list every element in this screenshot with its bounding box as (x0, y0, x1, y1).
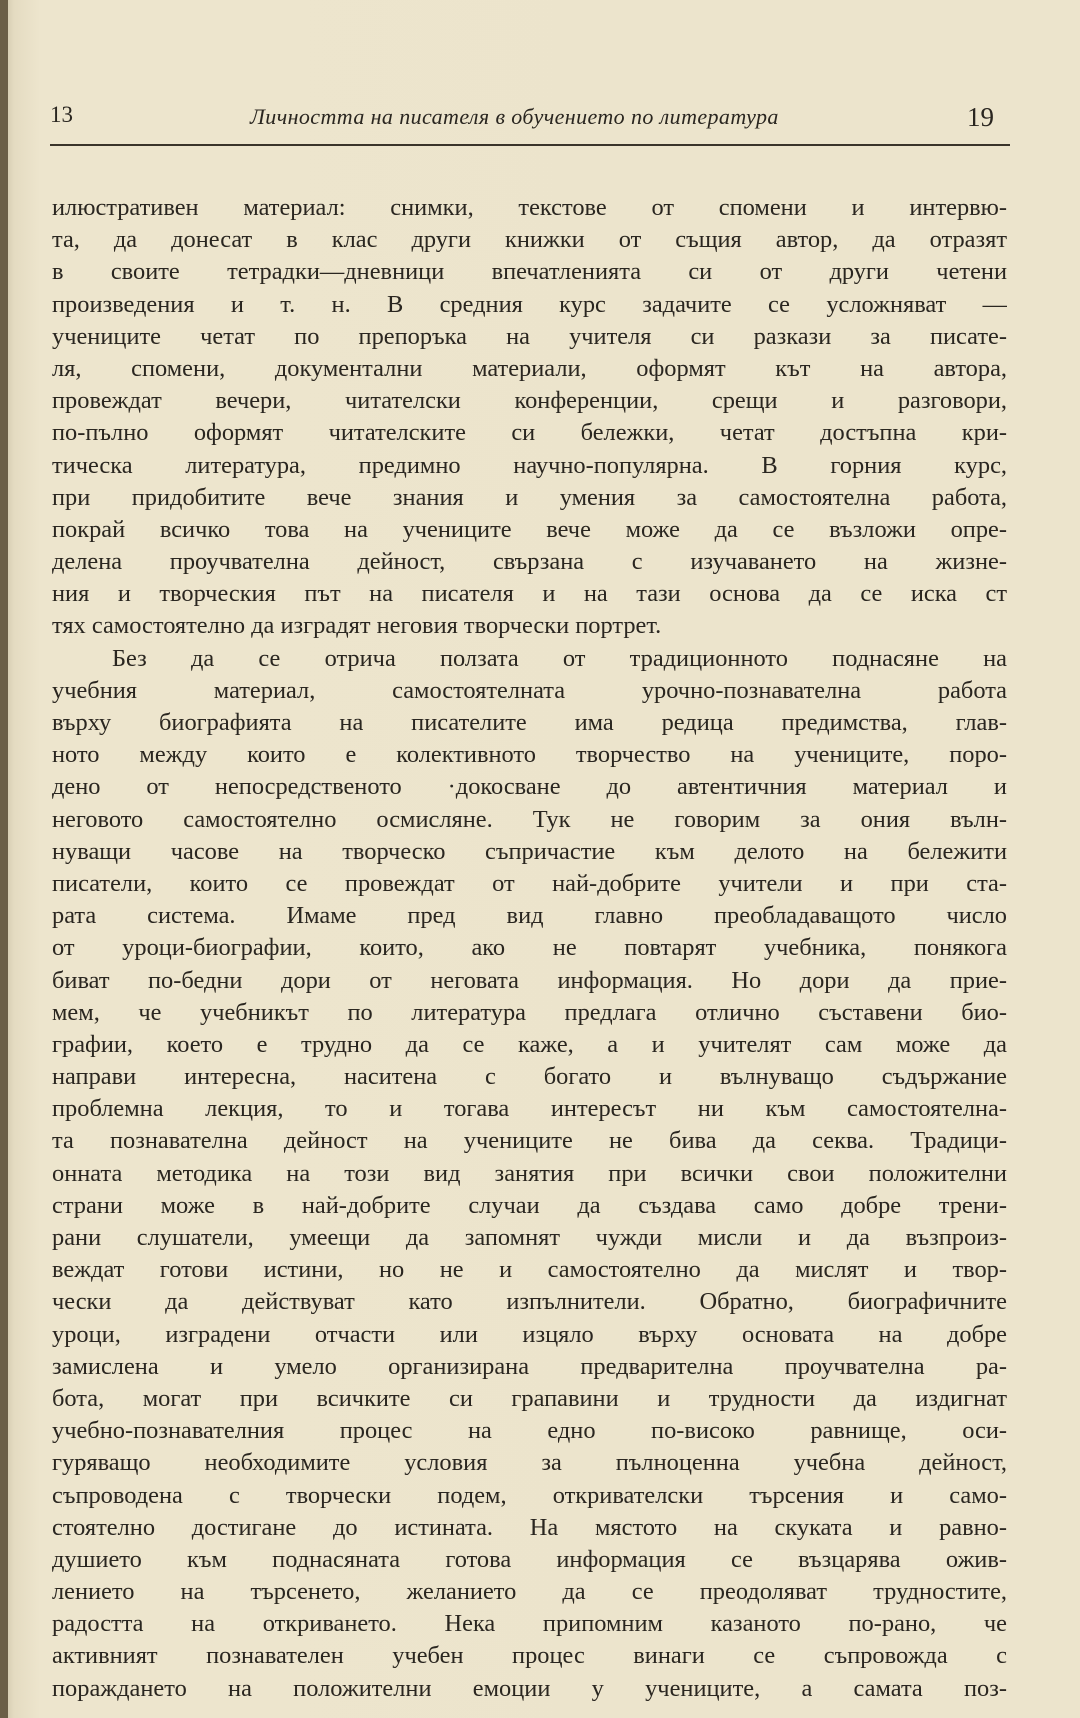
paragraph-end-line: тях самостоятелно да изградят неговия творчески портрет. (52, 612, 662, 640)
text-line: съпроводена с творчески подем, откривателски търсения и само- (52, 1481, 1007, 1509)
text-line: произведения и т. н. В средния курс задачите се усложняват — (52, 290, 1007, 318)
text-line: пораждането на положителни емоции у учениците, а самата поз- (52, 1674, 1007, 1702)
text-line: та, да донесат в клас други книжки от същия автор, да отразят (52, 226, 1007, 254)
text-line: учебно-познавателния процес на едно по-високо равнище, оси- (52, 1417, 1007, 1445)
text-line: гуряващо необходимите условия за пълноценна учебна дейност, (52, 1449, 1007, 1477)
header-title: Личността на писателя в обучението по литература (250, 104, 779, 129)
text-line: активният познавателен учебен процес винаги се съпровожда с (52, 1642, 1007, 1670)
text-line: чески да действуват като изпълнители. Обратно, биографичните (52, 1288, 1007, 1316)
text-line: в своите тетрадки—дневници впечатленията си от други четени (52, 258, 1007, 286)
text-line: покрай всичко това на учениците вече може да се възложи опре- (52, 515, 1007, 543)
text-line: та познавателна дейност на учениците не бива да секва. Традици- (52, 1127, 1007, 1155)
page-spine-edge (0, 0, 8, 1718)
text-line: страни може в най-добрите случаи да създава само добре трени- (52, 1191, 1007, 1219)
text-line: бота, могат при всичките си грапавини и трудности да издигнат (52, 1384, 1007, 1412)
text-line: проблемна лекция, то и тогава интересът ни към самостоятелна- (52, 1095, 1007, 1123)
text-line: онната методика на този вид занятия при всички свои положителни (52, 1159, 1007, 1187)
text-line: рани слушатели, умеещи да запомнят чужди мисли и да възпроиз- (52, 1224, 1007, 1251)
body-text (52, 192, 1007, 1705)
text-line: душието към поднасяната готова информация се възцарява ожив- (52, 1545, 1007, 1573)
text-line: нуващи часове на творческо съпричастие към делото на бележити (52, 837, 1007, 865)
text-line: радостта на откриването. Нека припомним казаното по-рано, че (52, 1610, 1007, 1638)
running-header (50, 98, 1010, 138)
paragraph-start-line: Без да се отрича ползата от традиционното поднасяне на (112, 644, 1007, 672)
header-rule (50, 144, 1010, 146)
text-line: уроци, изградени отчасти или изцяло върху основата на добре (52, 1320, 1007, 1348)
header-left-number: 13 (50, 102, 73, 127)
text-line: графии, което е трудно да се каже, а и учителят сам може да (52, 1030, 1007, 1058)
text-line: учениците четат по препоръка на учителя си разкази за писате- (52, 322, 1007, 350)
text-line: делена проучвателна дейност, свързана с изучаването на жизне- (52, 548, 1007, 576)
text-line: ния и творческия път на писателя и на тази основа да се иска ст (52, 580, 1007, 608)
text-line: направи интересна, наситена с богато и вълнуващо съдържание (52, 1063, 1007, 1091)
text-line: учебния материал, самостоятелната урочно-познавателна работа (52, 676, 1007, 704)
text-line: рата система. Имаме пред вид главно преобладаващото число (52, 902, 1007, 930)
text-line: провеждат вечери, читателски конференции, срещи и разговори, (52, 387, 1007, 415)
text-line: тическа литература, предимно научно-популярна. В горния курс, (52, 451, 1007, 479)
text-line: ля, спомени, документални материали, оформят кът на автора, (52, 354, 1007, 382)
text-line: от уроци-биографии, които, ако не повтарят учебника, понякога (52, 934, 1007, 962)
text-line: дено от непосредственото ·докосване до автентичния материал и (52, 773, 1007, 801)
text-line: стоятелно достигане до истината. На мястото на скуката и равно- (52, 1513, 1007, 1541)
text-line: ното между които е колективното творчество на учениците, поро- (52, 741, 1007, 769)
text-line: мем, че учебникът по литература предлага отлично съставени био- (52, 998, 1007, 1026)
text-line: при придобитите вече знания и умения за самостоятелна работа, (52, 483, 1007, 511)
text-line: веждат готови истини, но не и самостоятелно да мислят и твор- (52, 1256, 1007, 1284)
text-line: илюстративен материал: снимки, текстове от спомени и интервю- (52, 194, 1007, 221)
text-line: неговото самостоятелно осмисляне. Тук не говорим за ония вълн- (52, 805, 1007, 833)
text-line: по-пълно оформят читателските си бележки, четат достъпна кри- (52, 419, 1007, 447)
text-line: замислена и умело организирана предварителна проучвателна ра- (52, 1352, 1007, 1380)
page-number: 19 (967, 102, 994, 132)
text-line: биват по-бедни дори от неговата информация. Но дори да прие- (52, 966, 1007, 994)
text-line: върху биографията на писателите има редица предимства, глав- (52, 709, 1007, 736)
text-line: писатели, които се провеждат от най-добрите учители и при ста- (52, 869, 1007, 897)
text-line: лението на търсенето, желанието да се преодоляват трудностите, (52, 1578, 1007, 1606)
